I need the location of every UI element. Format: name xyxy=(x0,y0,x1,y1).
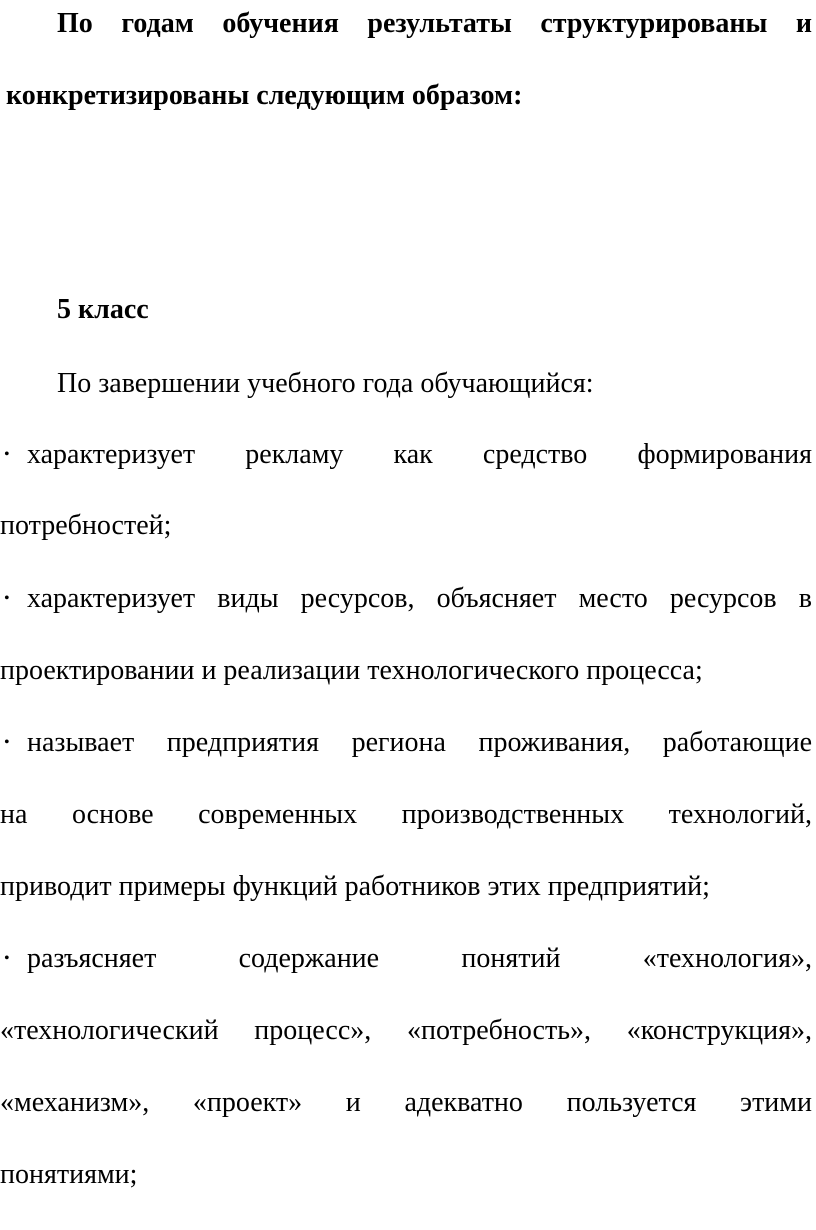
list-item-text: характеризует виды ресурсов, объясняет место ресурсов в xyxy=(27,583,812,614)
list-item-4-line-4: понятиями; xyxy=(0,1159,138,1190)
bullet-icon: • xyxy=(4,950,10,967)
bullet-icon: • xyxy=(4,734,10,751)
list-item-3-line-2: на основе современных производственных технологий, xyxy=(0,799,812,830)
list-item-2-line-1 xyxy=(0,581,812,617)
list-item-4-line-3: «механизм», «проект» и адекватно пользуется этими xyxy=(0,1087,812,1118)
list-item-text: называет предприятия региона проживания, работающие xyxy=(27,727,812,758)
heading-line-2: конкретизированы следующим образом: xyxy=(6,80,523,111)
list-item-3-line-3: приводит примеры функций работников этих предприятий; xyxy=(0,871,710,902)
bullet-icon: • xyxy=(4,590,10,607)
list-item-2-line-2: проектировании и реализации технологического процесса; xyxy=(0,655,703,686)
section-title: 5 класс xyxy=(57,294,149,325)
list-item-3-line-1 xyxy=(0,725,812,761)
section-intro: По завершении учебного года обучающийся: xyxy=(57,368,594,399)
bullet-icon: • xyxy=(4,446,10,463)
list-item-text: разъясняет содержание понятий «технология», xyxy=(27,943,812,974)
list-item-1-line-2: потребностей; xyxy=(0,510,172,541)
heading-line-1: По годам обучения результаты структурированы и xyxy=(57,8,812,39)
list-item-1-line-1 xyxy=(0,437,812,473)
list-item-text: характеризует рекламу как средство формирования xyxy=(27,439,812,470)
list-item-4-line-1 xyxy=(0,941,812,977)
list-item-4-line-2: «технологический процесс», «потребность», «конструкция», xyxy=(0,1015,812,1046)
